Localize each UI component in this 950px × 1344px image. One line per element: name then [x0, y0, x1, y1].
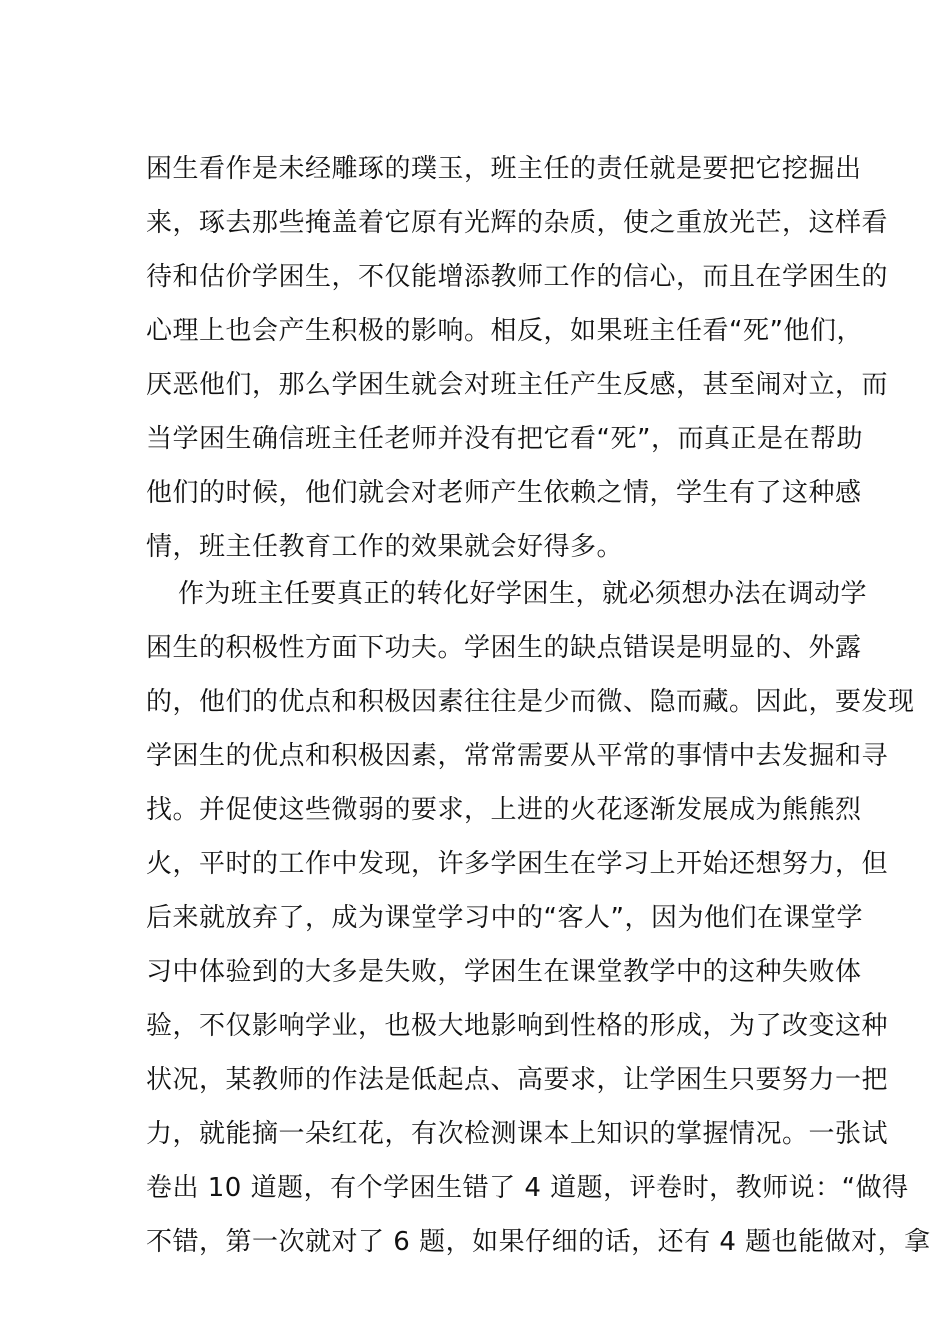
text-line: 验，不仅影响学业，也极大地影响到性格的形成，为了改变这种 — [146, 1011, 889, 1041]
text-line: 力，就能摘一朵红花，有次检测课本上知识的掌握情况。一张试 — [146, 1119, 889, 1149]
text-line: 他们的时候，他们就会对老师产生依赖之情，学生有了这种感 — [146, 478, 862, 508]
text-line: 作为班主任要真正的转化好学困生，就必须想办法在调动学 — [178, 579, 868, 609]
text-line: 卷出 10 道题，有个学困生错了 4 道题，评卷时，教师说：“做得 — [146, 1173, 909, 1203]
text-line: 困生看作是未经雕琢的璞玉，班主任的责任就是要把它挖掘出 — [146, 154, 862, 184]
text-line: 心理上也会产生积极的影响。相反，如果班主任看“死”他们， — [146, 316, 863, 346]
text-line: 困生的积极性方面下功夫。学困生的缺点错误是明显的、外露 — [146, 633, 862, 663]
text-line: 来，琢去那些掩盖着它原有光辉的杂质，使之重放光芒，这样看 — [146, 208, 889, 238]
text-line: 当学困生确信班主任老师并没有把它看“死”，而真正是在帮助 — [146, 424, 863, 454]
text-line: 后来就放弃了，成为课堂学习中的“客人”，因为他们在课堂学 — [146, 903, 863, 933]
text-line: 不错，第一次就对了 6 题，如果仔细的话，还有 4 题也能做对，拿 — [146, 1227, 931, 1257]
text-line: 状况，某教师的作法是低起点、高要求，让学困生只要努力一把 — [146, 1065, 889, 1095]
text-line: 习中体验到的大多是失败，学困生在课堂教学中的这种失败体 — [146, 957, 862, 987]
text-line: 待和估价学困生，不仅能增添教师工作的信心，而且在学困生的 — [146, 262, 889, 292]
text-line: 学困生的优点和积极因素，常常需要从平常的事情中去发掘和寻 — [146, 741, 889, 771]
text-line: 厌恶他们，那么学困生就会对班主任产生反感，甚至闹对立，而 — [146, 370, 889, 400]
text-line: 找。并促使这些微弱的要求，上进的火花逐渐发展成为熊熊烈 — [146, 795, 862, 825]
text-line: 的，他们的优点和积极因素往往是少而微、隐而藏。因此，要发现 — [146, 687, 915, 717]
text-line: 情，班主任教育工作的效果就会好得多。 — [146, 532, 624, 562]
text-line: 火，平时的工作中发现，许多学困生在学习上开始还想努力，但 — [146, 849, 889, 879]
